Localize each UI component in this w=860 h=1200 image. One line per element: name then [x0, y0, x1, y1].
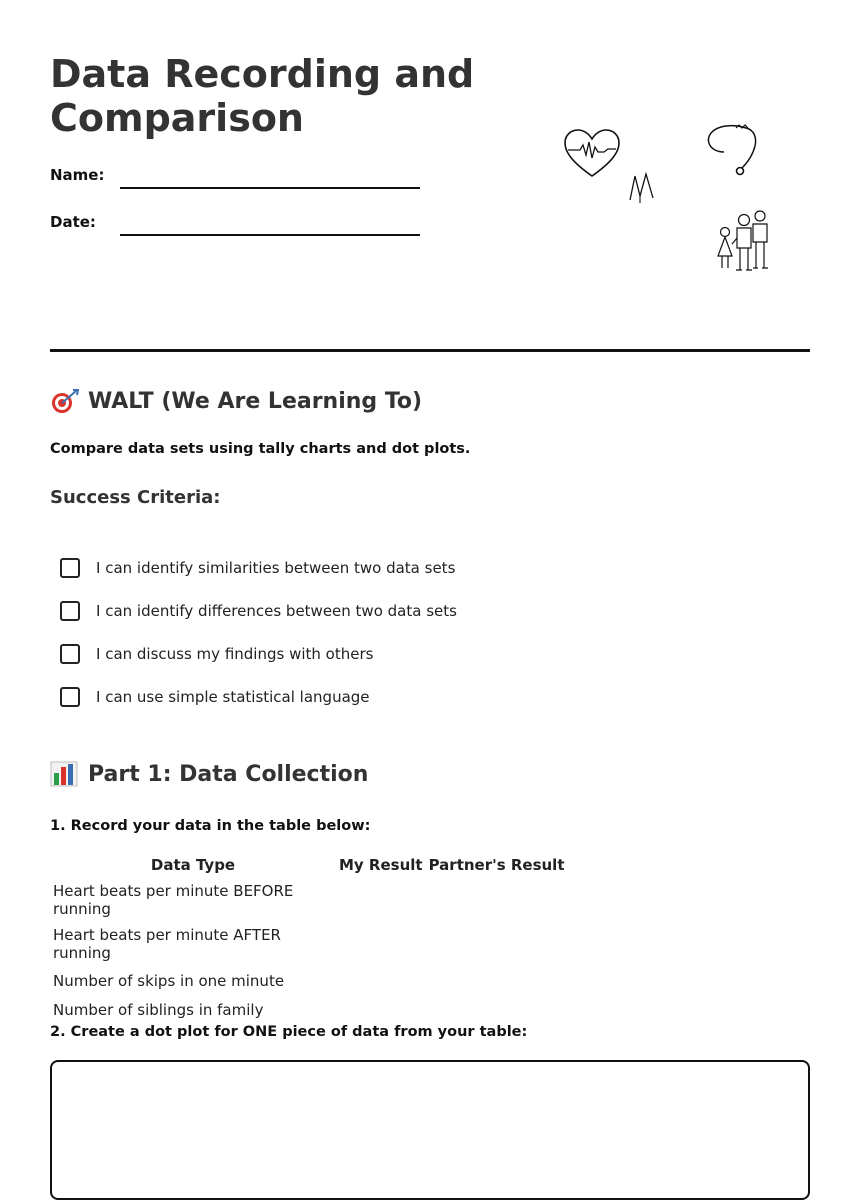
table-cell[interactable]: [426, 922, 568, 966]
criteria-item[interactable]: [60, 685, 370, 709]
date-label: Date:: [50, 213, 96, 231]
stethoscope-icon: [702, 122, 762, 178]
walt-heading: [50, 388, 422, 414]
dot-plot-area[interactable]: [50, 1060, 810, 1200]
q1-text: 1. Record your data in the table below:: [50, 818, 371, 834]
part1-heading: [50, 761, 368, 787]
section-divider: [50, 349, 810, 352]
table-header: Data Type: [150, 856, 236, 874]
bar-chart-icon: [50, 761, 80, 787]
criteria-item[interactable]: [60, 556, 455, 580]
worksheet-page: [50, 0, 810, 1161]
table-cell[interactable]: [426, 995, 568, 1024]
table-cell[interactable]: [336, 966, 426, 995]
table-row: [50, 995, 568, 1024]
criteria-checkbox[interactable]: [60, 558, 80, 578]
name-label: Name:: [50, 166, 105, 184]
table-cell[interactable]: [336, 878, 426, 922]
table-cell: Heart beats per minute BEFORE running: [53, 882, 294, 918]
name-line[interactable]: [120, 187, 420, 189]
table-cell: Heart beats per minute AFTER running: [53, 926, 281, 962]
family-icon: [712, 208, 776, 274]
criteria-text: I can discuss my findings with others: [96, 645, 374, 663]
table-cell[interactable]: [336, 995, 426, 1024]
q2-text: 2. Create a dot plot for ONE piece of data from your table:: [50, 1024, 528, 1040]
table-cell: Number of skips in one minute: [53, 971, 285, 990]
walt-objective: Compare data sets using tally charts and dot plots.: [50, 441, 471, 457]
table-header: My Result: [339, 856, 423, 874]
success-criteria-heading: Success Criteria:: [50, 487, 221, 508]
part1-heading-text: Part 1: Data Collection: [88, 761, 369, 787]
table-row: [50, 966, 568, 995]
criteria-checkbox[interactable]: [60, 687, 80, 707]
table-cell[interactable]: [426, 878, 568, 922]
date-line[interactable]: [120, 234, 420, 236]
walt-heading-text: WALT (We Are Learning To): [88, 388, 423, 414]
table-row: [50, 878, 568, 922]
heart-icon: [562, 128, 622, 180]
page-title: Data Recording and Comparison: [50, 52, 475, 140]
table-cell[interactable]: [336, 922, 426, 966]
table-header: Partner's Result: [428, 856, 565, 874]
table-row: [50, 922, 568, 966]
criteria-item[interactable]: [60, 599, 457, 623]
target-icon: [50, 388, 80, 414]
data-table: [50, 852, 568, 1024]
table-header-row: [50, 852, 568, 878]
criteria-text: I can identify differences between two data sets: [96, 602, 457, 620]
table-cell[interactable]: [426, 966, 568, 995]
criteria-checkbox[interactable]: [60, 644, 80, 664]
criteria-text: I can identify similarities between two data sets: [96, 559, 456, 577]
criteria-text: I can use simple statistical language: [96, 688, 370, 706]
criteria-item[interactable]: [60, 642, 373, 666]
criteria-checkbox[interactable]: [60, 601, 80, 621]
zigzag-icon: [626, 170, 658, 206]
table-cell: Number of siblings in family: [53, 1000, 264, 1019]
